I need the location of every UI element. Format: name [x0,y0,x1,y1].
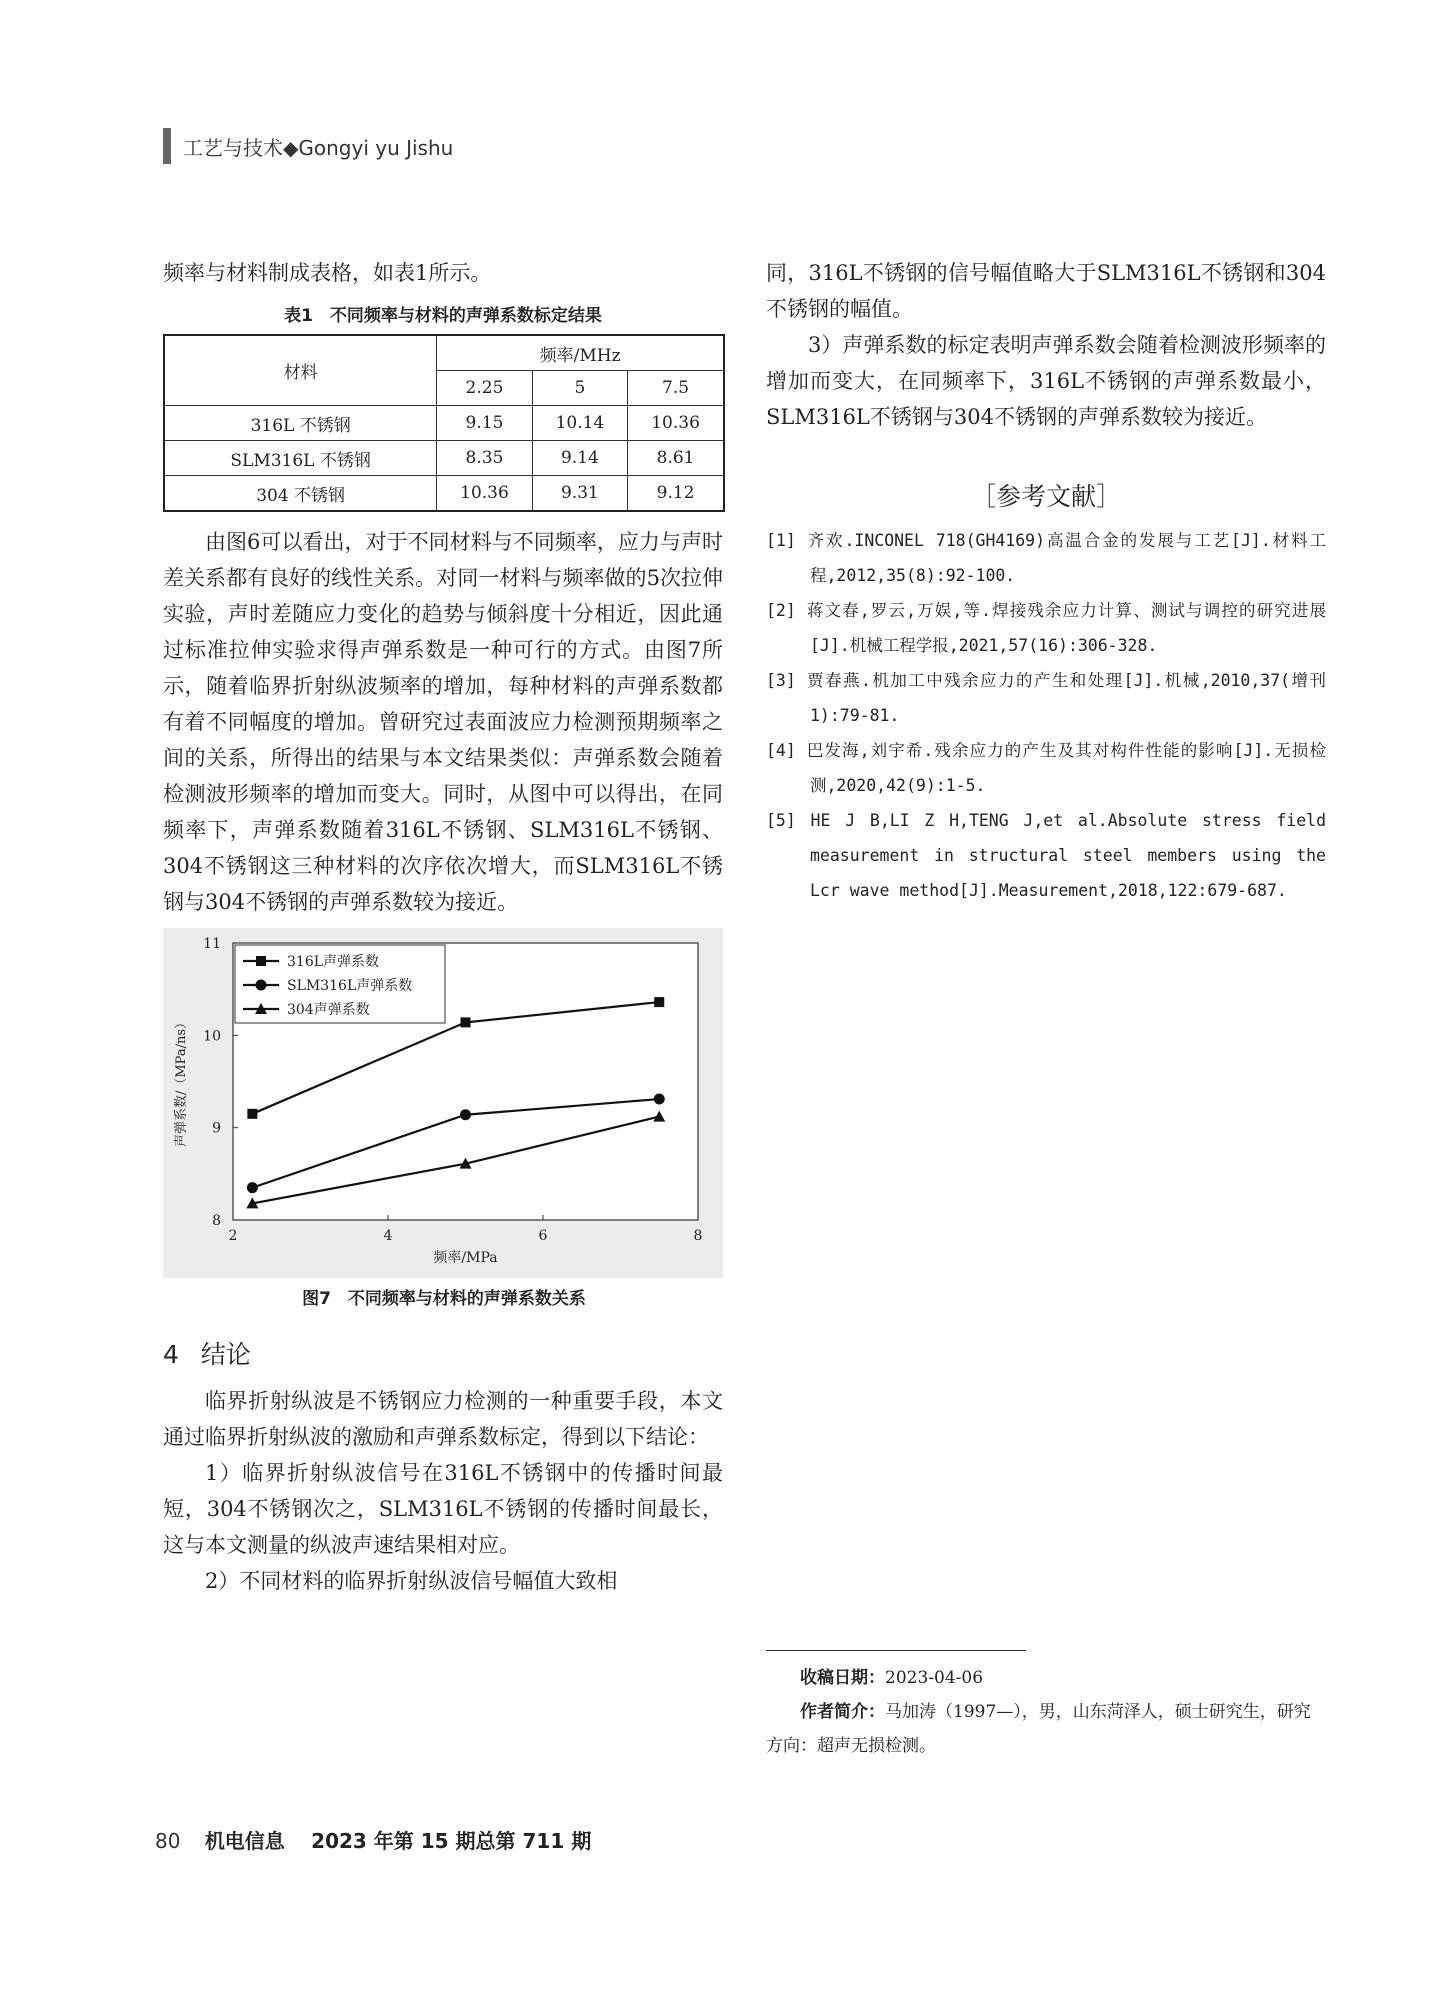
table-row [164,476,724,512]
table-cell-material: 304 不锈钢 [164,476,437,512]
legend-marker [256,980,267,991]
paragraph: 频率与材料制成表格，如表1所示。 [163,261,492,285]
table-row [164,406,724,441]
header-title: 工艺与技术◆Gongyi yu Jishu [183,135,454,160]
table-cell: 9.12 [628,476,724,512]
table-cell: 8.35 [437,441,532,476]
legend-label: SLM316L声弹系数 [287,978,413,994]
table-caption: 表1 不同频率与材料的声弹系数标定结果 [284,306,602,326]
data-point-1 [247,1109,257,1119]
line-chart [163,928,723,1278]
paragraph: 2）不同材料的临界折射纵波信号幅值大致相 [205,1569,618,1593]
page-footer [155,1825,591,1854]
reference-item: [1] 齐欢.INCONEL 718(GH4169)高温合金的发展与工艺[J].材料工程,2012,35(8):92-100. [766,531,1326,585]
received-label: 收稿日期： [800,1668,885,1688]
table-cell: 10.14 [532,406,627,441]
table-row [164,441,724,476]
reference-item: [3] 贾春燕.机加工中残余应力的产生和处理[J].机械,2010,37(增刊1):79-81. [766,671,1326,725]
table-cell: 8.61 [628,441,724,476]
y-tick-label: 11 [203,936,221,952]
received-value: 2023-04-06 [885,1668,984,1688]
data-point-2 [654,1094,665,1105]
left-column [163,255,723,1599]
table-freq-cell: 7.5 [628,371,724,406]
issue-info: 2023 年第 15 期总第 711 期 [311,1829,592,1853]
author-value: 马加涛（1997—），男，山东菏泽人，硕士研究生，研究方向：超声无损检测。 [766,1702,1311,1756]
y-tick-label: 9 [212,1120,221,1137]
y-axis-label: 声弹系数/（MPa/ns） [174,1015,189,1148]
legend-marker [256,956,266,966]
x-tick-label: 8 [693,1228,703,1244]
table-header-frequency: 频率/MHz [437,335,724,371]
table-cell: 9.15 [437,406,532,441]
section-heading [163,1335,723,1371]
section-number: 4 [163,1340,179,1369]
received-date [766,1661,1326,1695]
table-header-material: 材料 [164,335,437,406]
table-cell: 10.36 [628,406,724,441]
table-cell: 9.14 [532,441,627,476]
reference-item: [5] HE J B,LI Z H,TENG J,et al.Absolute stress field measurement in structural steel members using the Lcr wave method[J].Measurement,2018,122:679-687. [766,811,1326,900]
paragraph: 3）声弹系数的标定表明声弹系数会随着检测波形频率的增加而变大，在同频率下，316L不锈钢的声弹系数最小，SLM316L不锈钢与304不锈钢的声弹系数较为接近。 [766,333,1326,429]
author-label: 作者简介： [800,1702,885,1722]
data-point-2 [460,1109,471,1120]
x-tick-label: 4 [383,1228,393,1244]
paragraph: 临界折射纵波是不锈钢应力检测的一种重要手段，本文通过临界折射纵波的激励和声弹系数标定，得到以下结论： [163,1389,723,1449]
paragraph: 1）临界折射纵波信号在316L不锈钢中的传播时间最短，304不锈钢次之，SLM316L不锈钢的传播时间最长，这与本文测量的纵波声速结果相对应。 [163,1461,723,1557]
table-freq-cell: 5 [532,371,627,406]
legend-label: 316L声弹系数 [287,954,380,970]
table-cell: 10.36 [437,476,532,512]
x-tick-label: 2 [228,1228,238,1244]
footnote [766,1650,1326,1763]
header-bar [163,128,171,164]
table-cell-material: 316L 不锈钢 [164,406,437,441]
table-freq-cell: 2.25 [437,371,532,406]
y-tick-label: 10 [203,1028,221,1045]
page-number: 80 [155,1829,181,1853]
x-tick-label: 6 [538,1228,548,1244]
running-header [163,128,453,164]
figure-caption: 图7 不同频率与材料的声弹系数关系 [302,1289,586,1309]
data-point-1 [461,1017,471,1027]
results-table [163,334,725,512]
figure-7 [163,928,725,1309]
reference-item: [2] 蒋文春,罗云,万娱,等.焊接残余应力计算、测试与调控的研究进展[J].机械工程学报,2021,57(16):306-328. [766,601,1326,655]
references-title: ［参考文献］ [970,482,1121,511]
section-title: 结论 [200,1340,251,1369]
table-cell-material: SLM316L 不锈钢 [164,441,437,476]
table-cell: 9.31 [532,476,627,512]
data-point-1 [654,997,664,1007]
legend-label: 304声弹系数 [287,1002,370,1018]
journal-name: 机电信息 [204,1829,285,1853]
x-axis-label: 频率/MPa [433,1250,498,1266]
footnote-rule [766,1650,1026,1651]
reference-item: [4] 巴发海,刘宇希.残余应力的产生及其对构件性能的影响[J].无损检测,2020,42(9):1-5. [766,741,1326,795]
right-column [766,255,1326,908]
paragraph: 由图6可以看出，对于不同材料与不同频率，应力与声时差关系都有良好的线性关系。对同一材料与频率做的5次拉伸实验，声时差随应力变化的趋势与倾斜度十分相近，因此通过标准拉伸实验求得声弹系数是一种可行的方式。由图7所示，随着临界折射纵波频率的增加，每种材料的声弹系数都有着不同幅度的增加。曾研究过表面波应力检测预期频率之间的关系，所得出的结果与本文结果类似：声弹系数会随着检测波形频率的增加而变大。同时，从图中可以得出，在同频率下，声弹系数随着316L不锈钢、SLM316L不锈钢、304不锈钢这三种材料的次序依次增大，而SLM316L不锈钢与304不锈钢的声弹系数较为接近。 [163,530,723,914]
chart-container [163,928,723,1278]
author-bio [766,1695,1326,1763]
data-point-2 [247,1182,258,1193]
y-tick-label: 8 [212,1213,221,1229]
paragraph: 同，316L不锈钢的信号幅值略大于SLM316L不锈钢和304不锈钢的幅值。 [766,261,1326,321]
